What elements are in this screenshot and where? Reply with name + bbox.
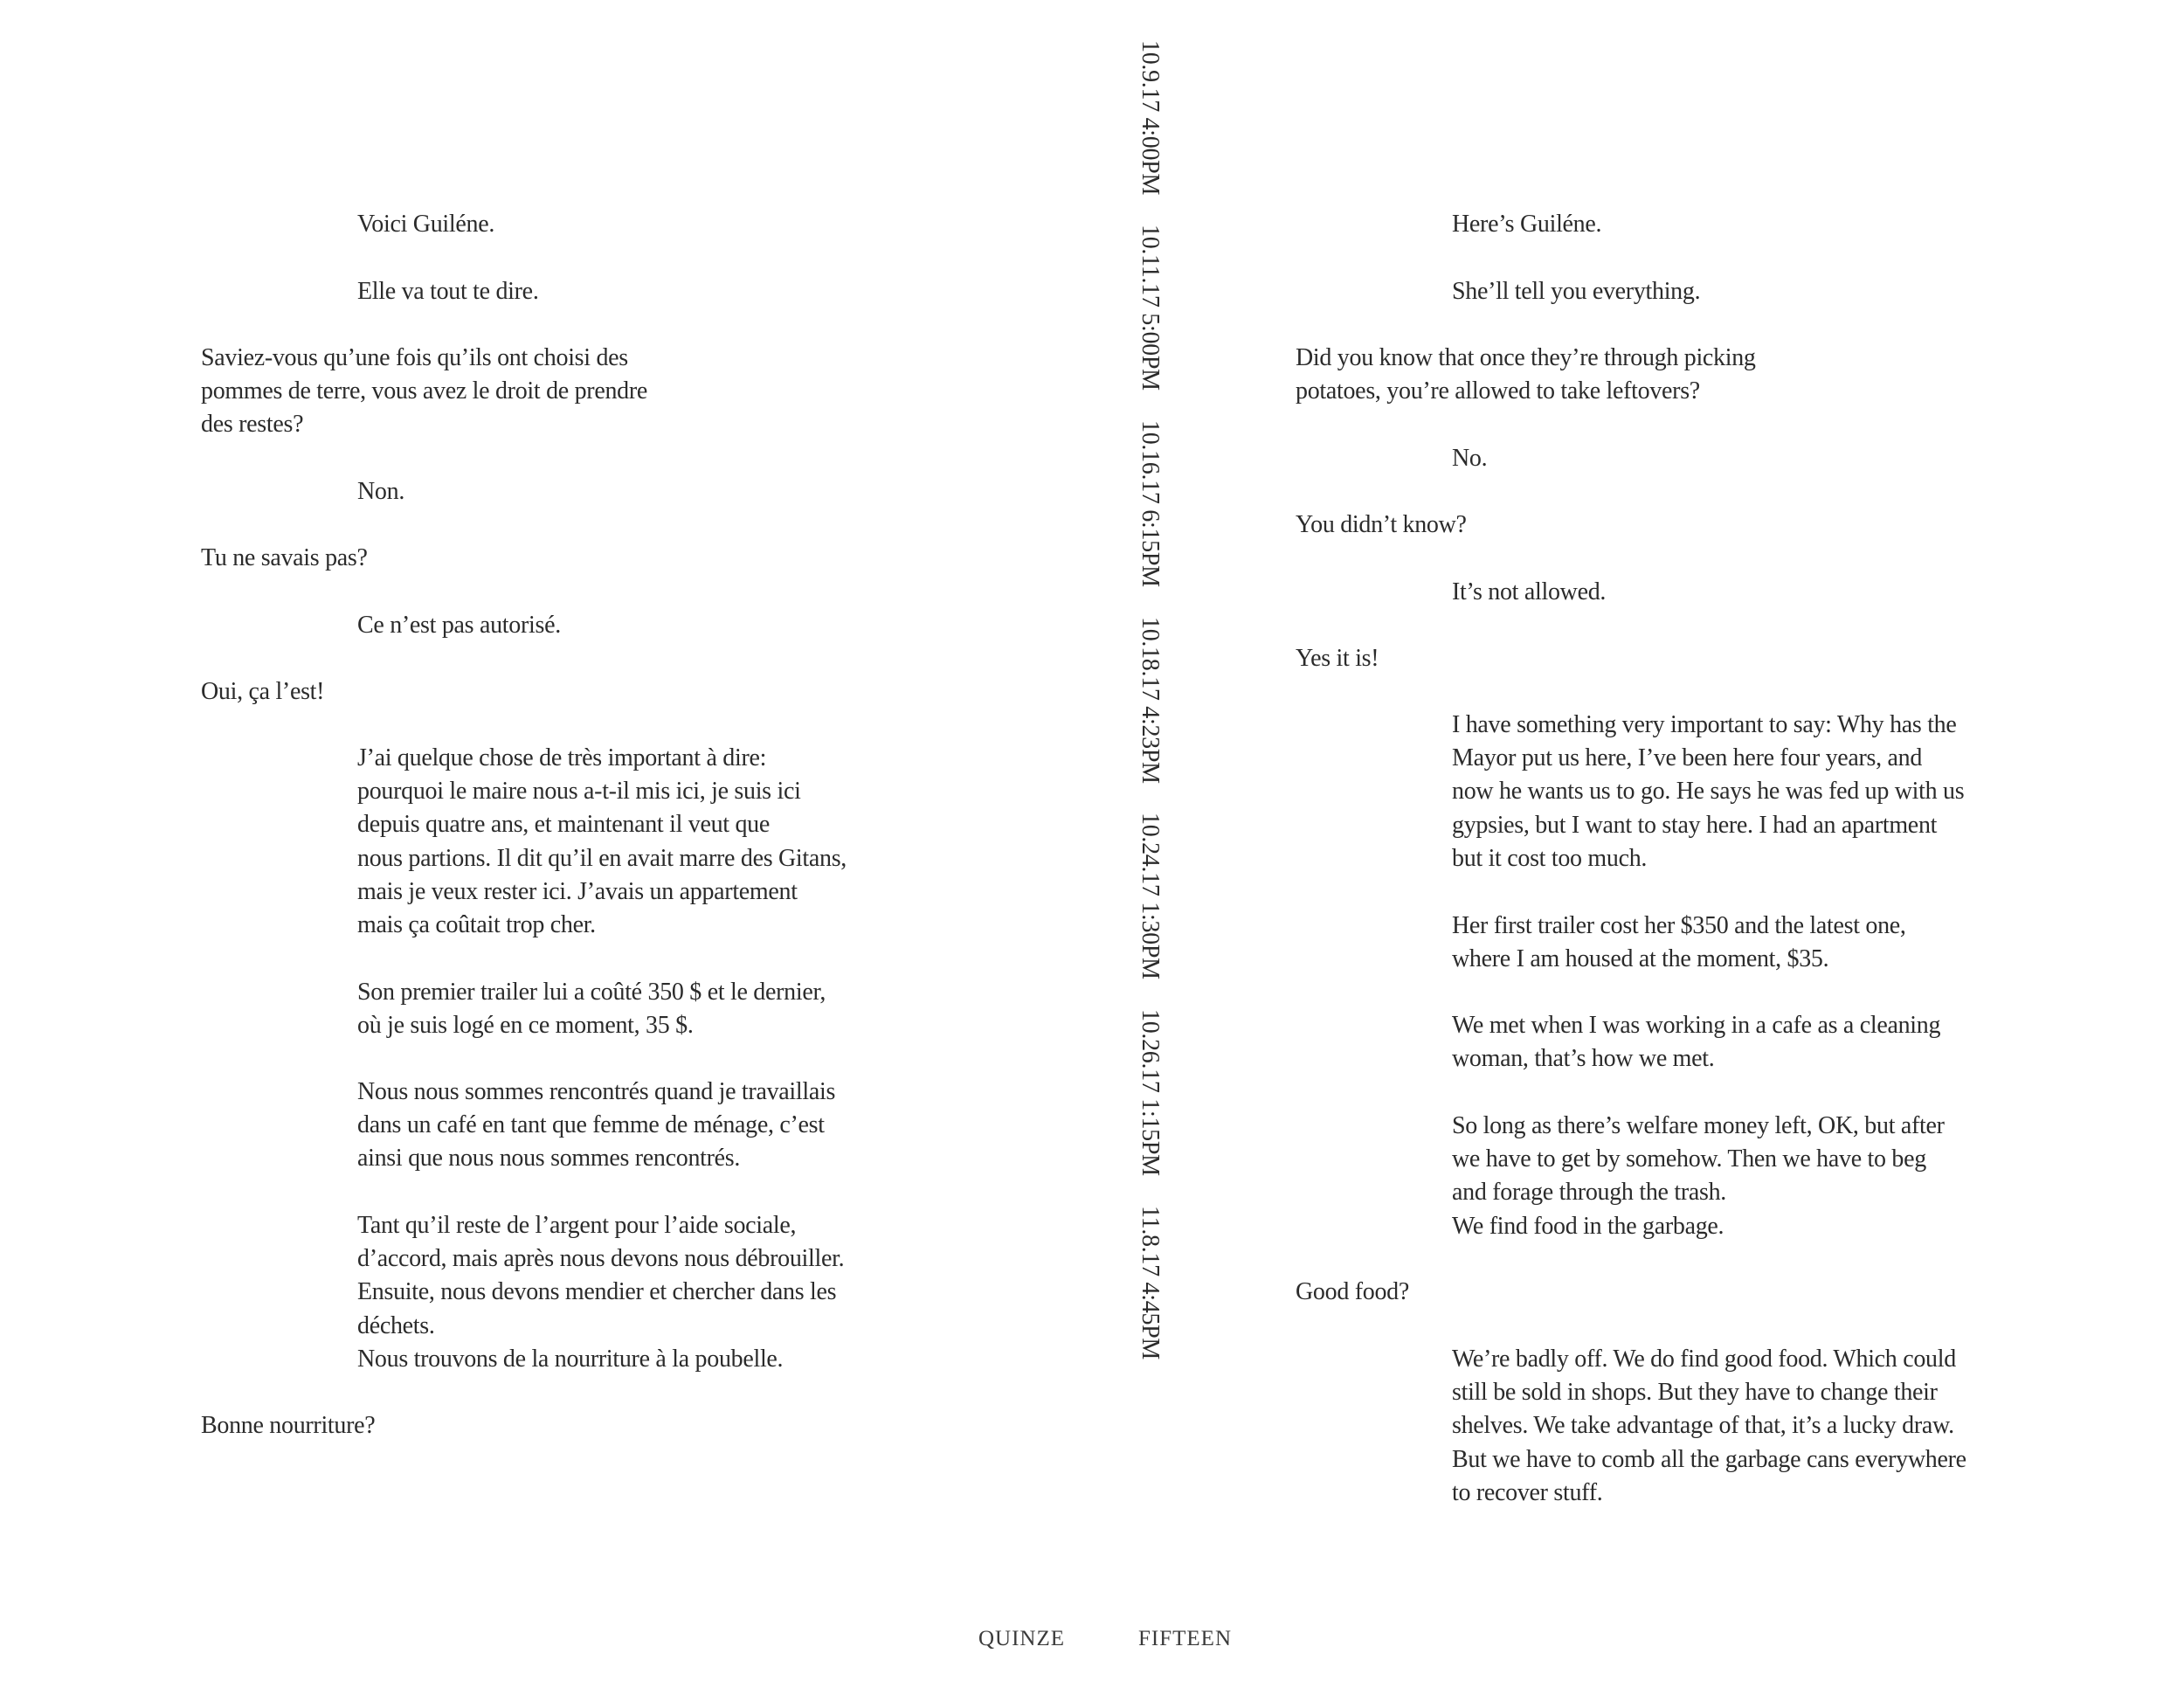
right-paragraph-6: It’s not allowed.: [1452, 578, 1607, 605]
right-paragraph-10: We met when I was working in a cafe as a cleaning woman, that’s how we met.: [1452, 1012, 1941, 1073]
right-paragraph-13: We’re badly off. We do find good food. Which could still be sold in shops. But they have to change their shelves. We take advantage of that, it’s a lucky draw. But we have to comb all the garbage cans everywhere to recover stuff.: [1452, 1346, 1966, 1506]
left-paragraph-10: Nous nous sommes rencontrés quand je travaillais dans un café en tant que femme de ménage, c’est ainsi que nous nous sommes rencontrés.: [357, 1078, 836, 1173]
left-paragraph-3: Saviez-vous qu’une fois qu’ils ont choisi des pommes de terre, vous avez le droit de prendre des restes?: [201, 344, 647, 439]
spine-timestamp: 11.8.17 4:45PM: [1137, 1205, 1164, 1359]
spine-timestamp: 10.18.17 4:23PM: [1137, 616, 1164, 784]
left-paragraph-2: Elle va tout te dire.: [357, 278, 539, 305]
left-paragraph-9: Son premier trailer lui a coûté 350 $ et le dernier, où je suis logé en ce moment, 35 $.: [357, 979, 826, 1040]
page-folio-left: QUINZE: [978, 1627, 1066, 1650]
right-paragraph-2: She’ll tell you everything.: [1452, 278, 1701, 305]
left-paragraph-8: J’ai quelque chose de très important à dire: pourquoi le maire nous a-t-il mis ici, je suis ici depuis quatre ans, et maintenant il veut que nous partions. Il dit qu’il en avait marre des Gitans, mais je veux rester ici. J’avais un appartement mais ça coûtait trop cher.: [357, 744, 847, 939]
spine-timestamp: 10.9.17 4:00PM: [1137, 40, 1164, 196]
right-paragraph-12: Good food?: [1296, 1278, 1409, 1305]
right-paragraph-11: So long as there’s welfare money left, OK, but after we have to get by somehow. Then we have to beg and forage through the trash. We find food in the garbage.: [1452, 1112, 1945, 1240]
spine-timestamp: 10.16.17 6:15PM: [1137, 419, 1164, 587]
right-paragraph-7: Yes it is!: [1296, 645, 1379, 672]
right-paragraph-9: Her first trailer cost her $350 and the latest one, where I am housed at the moment, $35.: [1452, 912, 1906, 973]
page-folio-right: FIFTEEN: [1138, 1627, 1232, 1650]
left-paragraph-1: Voici Guiléne.: [357, 211, 495, 238]
right-page: [1092, 0, 2184, 1688]
right-paragraph-5: You didn’t know?: [1296, 511, 1467, 538]
right-paragraph-1: Here’s Guiléne.: [1452, 211, 1602, 238]
left-paragraph-12: Bonne nourriture?: [201, 1412, 376, 1439]
right-paragraph-8: I have something very important to say: Why has the Mayor put us here, I’ve been here four years, and now he wants us to go. He says he was fed up with us gypsies, but I want to stay here. I had an apartment but it cost too much.: [1452, 711, 1965, 872]
spine-timestamp: 10.11.17 5:00PM: [1137, 225, 1164, 391]
left-paragraph-6: Ce n’est pas autorisé.: [357, 612, 561, 639]
spine-timestamp: 10.24.17 1:30PM: [1137, 813, 1164, 980]
left-paragraph-5: Tu ne savais pas?: [201, 544, 368, 571]
right-paragraph-4: No.: [1452, 445, 1488, 472]
left-paragraph-11: Tant qu’il reste de l’argent pour l’aide sociale, d’accord, mais après nous devons nous débrouiller. Ensuite, nous devons mendier et chercher dans les déchets. Nous trouvons de la nourriture à la poubelle.: [357, 1212, 845, 1373]
right-paragraph-3: Did you know that once they’re through picking potatoes, you’re allowed to take leftovers?: [1296, 344, 1756, 405]
left-paragraph-4: Non.: [357, 478, 405, 505]
left-paragraph-7: Oui, ça l’est!: [201, 678, 325, 705]
spine-timestamp: 10.26.17 1:15PM: [1137, 1009, 1164, 1176]
